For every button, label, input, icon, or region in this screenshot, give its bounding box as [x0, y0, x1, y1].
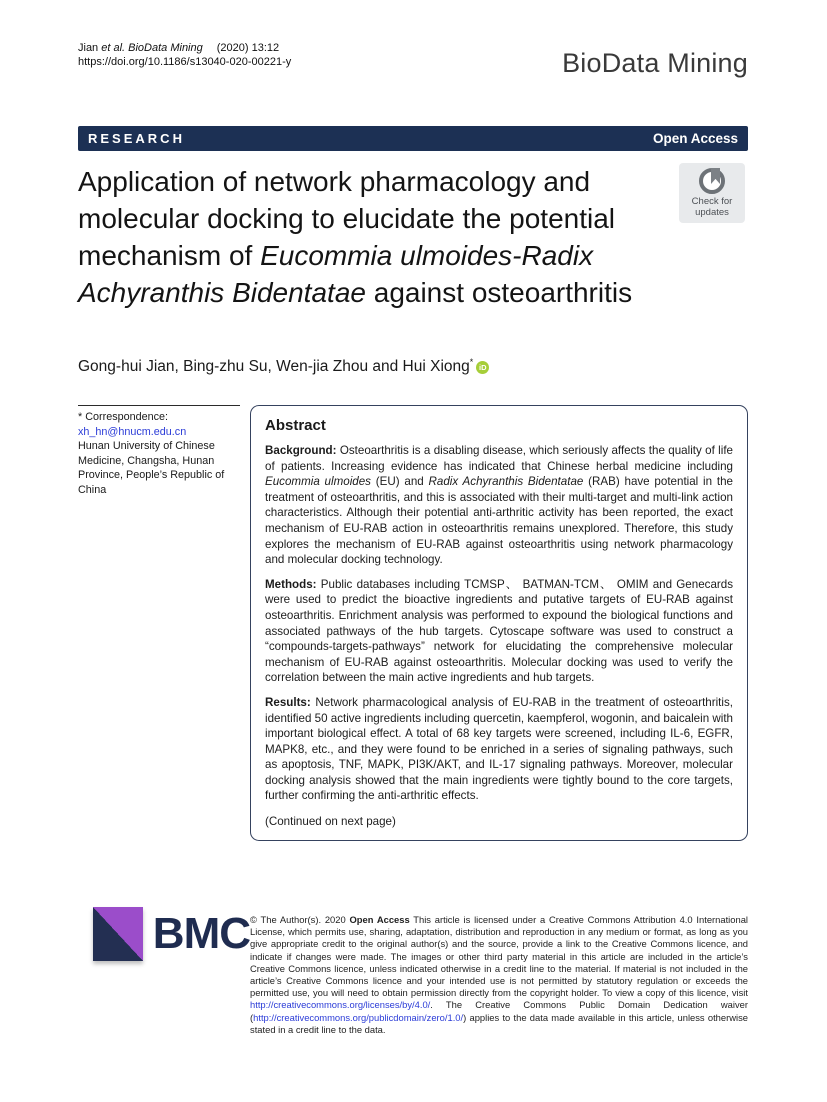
abstract-heading: Abstract [265, 417, 326, 434]
license-body-1: This article is licensed under a Creative Commons Attribution 4.0 International License, which permits use, sharing, adaptation, distribution and reproduction in any medium or format, as long as you give appropriate credit to the original author(s) and the source, provide a link to the Creative Commons licence, and indicate if changes were made. The images or other third party material in this article are included in the article’s Creative Commons licence, unless indicated otherwise in a credit line to the material. If material is not included in the article’s Creative Commons licence and your intended use is not permitted by statutory regulation or exceeds the permitted use, you will need to obtain permission directly from the copyright holder. To view a copy of this licence, visit [250, 914, 748, 999]
results-text: Network pharmacological analysis of EU-RAB in the treatment of osteoarthritis, identified 50 active ingredients including quercetin, kaempferol, wogonin, and baicalein with important biological effect. A total of 68 key targets were screened, including IL-6, EGFR, MAPK8, etc., and they were found to be enriched in a series of signaling pathways, such as apoptosis, TNF, MAPK, PI3K/AKT, and IL-17 signaling pathways. Moreover, molecular docking analysis showed that the main ingredients were tightly bound to the core targets, further confirming the anti-arthritic effects. [265, 695, 733, 803]
authors-line [78, 357, 489, 376]
citation-block [78, 40, 291, 68]
journal-name: BioData Mining [562, 48, 748, 78]
corresponding-author-asterisk: * [469, 357, 474, 367]
background-label: Background: [265, 444, 337, 457]
citation-volume: (2020) 13:12 [216, 42, 280, 54]
bmc-logo [78, 907, 250, 961]
license-body-2: . The Creative Commons Public Domain Dedication waiver ( [250, 999, 748, 1023]
check-badge-line1: Check for [691, 196, 733, 207]
article-title [78, 163, 690, 311]
correspondence-text [78, 410, 240, 498]
methods-label: Methods: [265, 577, 317, 591]
continued-note: (Continued on next page) [265, 815, 396, 829]
check-badge-label [692, 197, 733, 218]
background-text-1: Osteoarthritis is a disabling disease, which seriously affects the quality of life of patients. Increasing evidence has indicated that Chinese herbal medicine including [265, 444, 733, 473]
license-open-access-label: Open Access [349, 914, 410, 925]
author-names: Gong-hui Jian, Bing-zhu Su, Wen-jia Zhou and Hui Xiong [78, 358, 470, 376]
article-type-label: RESEARCH [88, 131, 185, 146]
bmc-logo-icon [93, 907, 143, 961]
open-access-label: Open Access [652, 131, 738, 146]
doi-link[interactable]: https://doi.org/10.1186/s13040-020-00221-y [78, 56, 292, 68]
background-italic-2: Radix Achyranthis Bidentatae [428, 475, 584, 489]
license-body-3: ) applies to the data made available in this article, unless otherwise stated in a credit line to the data. [250, 1011, 748, 1035]
cc-zero-license-link[interactable]: http://creativecommons.org/publicdomain/zero/1.0/ [253, 1011, 464, 1023]
background-text-2: (EU) and [370, 475, 429, 489]
results-label: Results: [265, 695, 311, 709]
cc-by-license-link[interactable]: http://creativecommons.org/licenses/by/4.0/ [250, 999, 431, 1011]
check-for-updates-badge[interactable] [679, 163, 745, 223]
title-block [78, 163, 690, 311]
bmc-logo-text: BMC [152, 909, 250, 958]
title-text: Application of network pharmacology and molecular docking to elucidate the potential mechanism of [78, 166, 616, 271]
title-text-end: against osteoarthritis [365, 277, 633, 308]
methods-text: Public databases including TCMSP、 BATMAN-TCM、 OMIM and Genecards were used to predict the bioactive ingredients and putative targets of EU-RAB against osteoarthritis. Enrichment analysis was performed to expound the biological functions and associated pathways of the hub targets. Cytoscape software was used to construct a “compounds-targets-pathways” network for elucidating the comprehensive molecular mechanism of EU-RAB against osteoarthritis. Molecular docking was used to verify the correlation between the main active ingredients and hub targets. [265, 577, 733, 685]
check-badge-line2: updates [695, 206, 729, 218]
citation-author: Jian [78, 42, 99, 54]
title-species-italic: Eucommia ulmoides-Radix Achyranthis Bidentatae [78, 240, 594, 308]
abstract-results-paragraph [265, 695, 733, 804]
orcid-icon[interactable]: iD [476, 361, 489, 374]
license-copyright: © The Author(s). 2020 [250, 914, 350, 925]
article-type-banner [78, 126, 748, 151]
correspondence-email-link[interactable]: xh_hn@hnucm.edu.cn [78, 425, 187, 438]
bookmark-circle-icon [699, 168, 725, 194]
page-footer [78, 903, 748, 1036]
correspondence-divider [78, 405, 240, 406]
correspondence-column [78, 405, 240, 498]
abstract-box [250, 405, 748, 841]
affiliation-text: Hunan University of Chinese Medicine, Changsha, Hunan Province, People’s Republic of China [78, 440, 225, 496]
citation-journal-italic: et al. BioData Mining [98, 42, 203, 54]
citation-line [78, 40, 291, 56]
page-header [78, 40, 748, 79]
content-columns [78, 405, 748, 841]
license-text [250, 914, 748, 1036]
background-italic-1: Eucommia ulmoides [265, 475, 371, 489]
correspondence-label: * Correspondence: [78, 411, 169, 423]
background-text-3: (RAB) have potential in the treatment of osteoarthritis, and this is associated with their multi-target and multi-link action characteristics. Although their potential anti-arthritic activity has been reported, the exact mechanism of EU-RAB action in osteoarthritis remains unexplored. Therefore, this study explores the mechanism of EU-RAB against osteoarthritis using network pharmacology and molecular docking technology. [265, 475, 733, 567]
abstract-methods-paragraph [265, 577, 733, 686]
abstract-background-paragraph [265, 443, 733, 568]
